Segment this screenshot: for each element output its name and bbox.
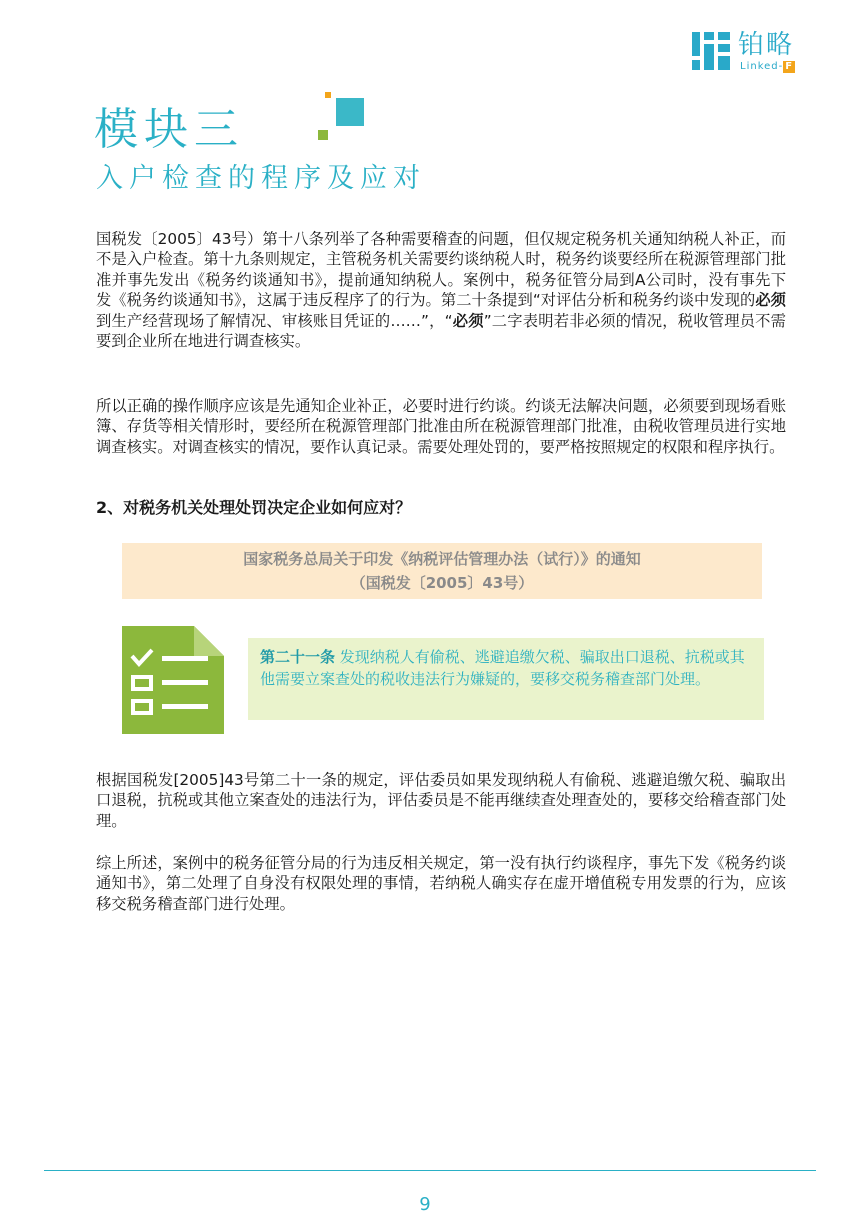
article-number: 第二十一条 xyxy=(260,648,336,666)
notice-doc-number: （国税发〔2005〕43号） xyxy=(350,574,534,592)
paragraph-2: 所以正确的操作顺序应该是先通知企业补正，必要时进行约谈。约谈无法解决问题，必须要到现场看账簿、存货等相关情形时，要经所在税源管理部门批准由所在税源管理部门批准，由税收管理员进行实地调查核实。对调查核实的情况，要作认真记录。需要处理处罚的，要严格按照规定的权限和程序执行。 xyxy=(96,397,786,456)
emphasis-must-1: 必须 xyxy=(755,291,786,310)
checklist-icon xyxy=(122,626,224,734)
article-box xyxy=(248,638,764,720)
notice-box xyxy=(122,543,762,599)
deco-square-orange xyxy=(325,92,331,98)
footer-divider xyxy=(44,1170,816,1171)
paragraph-3: 根据国税发[2005]43号第二十一条的规定，评估委员如果发现纳税人有偷税、逃避追缴欠税、骗取出口退税，抗税或其他立案查处的违法行为，评估委员是不能再继续查处理查处的，要移交给稽查部门处理。 xyxy=(96,771,786,830)
brand-logo xyxy=(690,30,820,76)
notice-title: 国家税务总局关于印发《纳税评估管理办法（试行）》的通知 xyxy=(243,550,641,568)
paragraph-1: 国税发〔2005〕43号）第十八条列举了各种需要稽查的问题，但仅规定税务机关通知纳税人补正，而不是入户检查。第十九条则规定，主管税务机关需要约谈纳税人时，税务约谈要经所在税源管理部门批准并事先发出《税务约谈通知书》，提前通知纳税人。案例中，税务征管分局到A公司时，没有事先下发《税务约谈通知书》，这属于违反程序了的行为。第二十条提到“对评估分析和税务约谈中发现的必须到生产经营现场了解情况、审核账目凭证的……”，“必须”二字表明若非必须的情况，税收管理员不需要到企业所在地进行调查核实。 xyxy=(96,230,786,351)
logo-text: 铂略 xyxy=(738,30,795,60)
page-number: 9 xyxy=(419,1194,431,1215)
logo-mark-icon xyxy=(690,30,732,72)
paragraph-4: 综上所述，案例中的税务征管分局的行为违反相关规定，第一没有执行约谈程序，事先下发《税务约谈通知书》，第二处理了自身没有权限处理的事情，若纳税人确实存在虚开增值税专用发票的行为，应该移交税务稽查部门进行处理。 xyxy=(96,854,786,913)
deco-square-teal xyxy=(336,98,364,126)
logo-subtext: Linked- F xyxy=(740,61,794,72)
question-heading: 2、对税务机关处理处罚决定企业如何应对？ xyxy=(96,498,412,517)
article-text: 发现纳税人有偷税、逃避追缴欠税、骗取出口退税、抗税或其他需要立案查处的税收违法行为嫌疑的，要移交税务稽查部门处理。 xyxy=(260,648,745,688)
module-title: 模块三 xyxy=(94,104,244,155)
module-subtitle: 入户检查的程序及应对 xyxy=(96,163,426,194)
deco-square-green xyxy=(318,130,328,140)
emphasis-must-2: 必须 xyxy=(452,311,484,330)
logo-badge: F xyxy=(785,61,794,72)
